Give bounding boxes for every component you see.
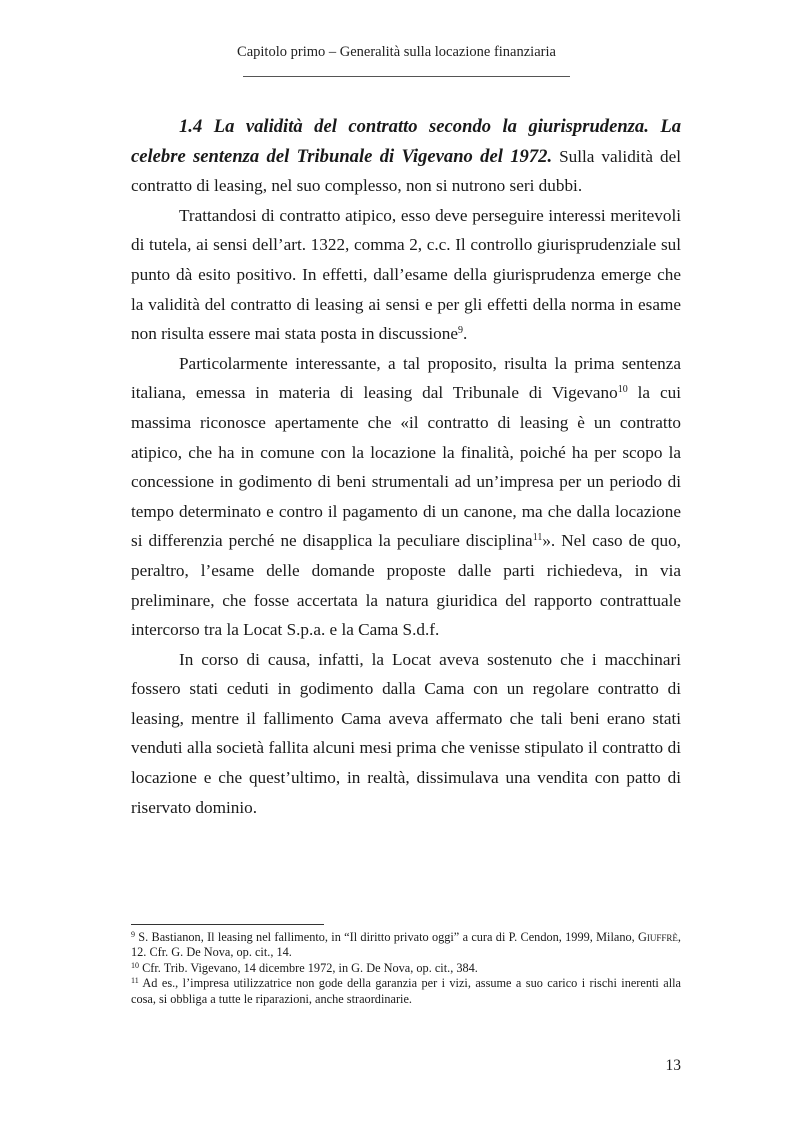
paragraph-text: la cui massima riconosce apertamente che «il contratto di leasing è un contratto atipico, che ha in comune con la locazione la finalità, poiché ha per scopo la concessione in godimento di beni strumentali ad un’impresa per un periodo di tempo determinato e contro il pagamento di un canone, ma che dalla locazione si differenzia perché ne disapplica la peculiare disciplina xyxy=(131,383,681,551)
page-number: 13 xyxy=(665,1057,681,1074)
footnote-separator xyxy=(131,924,324,925)
paragraph-case-details xyxy=(131,645,681,823)
paragraph-text: In corso di causa, infatti, la Locat aveva sostenuto che i macchinari fossero stati ceduti in godimento dalla Cama con un regolare contratto di leasing, mentre il fallimento Cama aveva affermato che tali beni erano stati venduti alla società fallita alcuni mesi prima che venisse stipulato il contratto di locazione e che quest’ultimo, in realtà, dissimulava una vendita con patto di riservato dominio. xyxy=(131,649,681,817)
section-heading: 1.4 La validità del contratto secondo la giurisprudenza. La celebre sentenza del Tribunale di Vigevano del 1972. xyxy=(131,116,681,167)
footnote-text: Cfr. Trib. Vigevano, 14 dicembre 1972, in G. De Nova, op. cit., 384. xyxy=(139,960,478,975)
footnote-text: , 12. Cfr. G. De Nova, op. cit., 14. xyxy=(131,930,681,960)
paragraph-vigevano-ruling xyxy=(131,349,681,645)
footnote-text: S. Bastianon, Il leasing nel fallimento, in “Il diritto privato oggi” a cura di P. Cendon, 1999, Milano, xyxy=(135,930,639,944)
footnote-text: Ad es., l’impresa utilizzatrice non gode della garanzia per i vizi, assume a suo carico i rischi inerenti alla cosa, si obbliga a tutte le riparazioni, anche straordinarie. xyxy=(131,976,681,1006)
footnote-ref-11[interactable]: 11 xyxy=(532,532,543,544)
footnote-9 xyxy=(131,930,681,961)
header-rule xyxy=(243,76,570,77)
footnote-publisher: Giuffrè xyxy=(638,930,678,944)
footnote-11 xyxy=(131,976,681,1007)
footnotes xyxy=(131,930,681,1007)
footnote-ref-9[interactable]: 9 xyxy=(457,325,463,337)
footnote-ref-10[interactable]: 10 xyxy=(617,384,628,396)
running-header: Capitolo primo – Generalità sulla locazione finanziaria xyxy=(237,44,556,60)
paragraph-text: Particolarmente interessante, a tal proposito, risulta la prima sentenza italiana, emessa in materia di leasing dal Tribunale di Vigevano xyxy=(131,353,681,403)
section-lead-text: Sulla validità del contratto di leasing, nel suo complesso, non si nutrono seri dubbi. xyxy=(131,146,681,196)
paragraph-text: Trattandosi di contratto atipico, esso deve perseguire interessi meritevoli di tutela, ai sensi dell’art. 1322, comma 2, c.c. Il controllo giurisprudenziale sul punto dà esito positivo. In effetti, dall’esame della giurisprudenza emerge che la validità del contratto di leasing ai sensi e per gli effetti della norma in esame non risulta essere mai stata posta in discussione xyxy=(131,205,681,344)
paragraph-text: ». Nel caso de quo, peraltro, l’esame delle domande proposte dalle parti richiedeva, in via preliminare, che fosse accertata la natura giuridica del rapporto contrattuale intercorso tra la Locat S.p.a. e la Cama S.d.f. xyxy=(131,531,681,640)
paragraph-atypical-contract xyxy=(131,201,681,349)
footnote-10 xyxy=(131,961,681,976)
section-paragraph xyxy=(131,112,681,201)
footnote-mark: 9 xyxy=(131,930,135,939)
paragraph-end: . xyxy=(462,324,468,344)
footnote-mark: 11 xyxy=(131,976,139,986)
footnote-mark: 10 xyxy=(131,960,139,970)
main-text xyxy=(131,112,681,822)
